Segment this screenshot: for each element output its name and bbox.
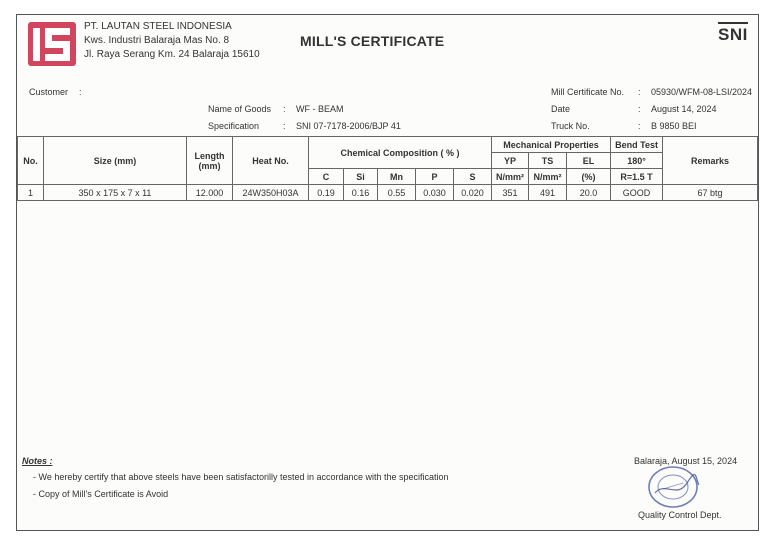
col-remarks: Remarks <box>663 137 758 185</box>
goods-sep: : <box>283 104 286 114</box>
company-stamp <box>643 463 703 511</box>
cell-remarks: 67 btg <box>663 185 758 201</box>
cell-p: 0.030 <box>416 185 454 201</box>
col-s: S <box>454 169 492 185</box>
company-address-1: Kws. Industri Balaraja Mas No. 8 <box>84 35 230 46</box>
col-length-title: Length <box>194 150 225 161</box>
spec-value: SNI 07-7178-2006/BJP 41 <box>296 121 401 131</box>
col-bend: Bend Test <box>611 137 663 153</box>
truck-sep: : <box>638 121 641 131</box>
customer-label: Customer <box>29 87 69 97</box>
certificate-frame <box>16 14 759 531</box>
col-chem: Chemical Composition ( % ) <box>309 137 492 169</box>
company-logo <box>28 22 76 66</box>
col-el-unit: (%) <box>567 169 611 185</box>
date-sep: : <box>638 104 641 114</box>
col-ts-unit: N/mm² <box>529 169 567 185</box>
cell-length: 12.000 <box>187 185 233 201</box>
notes-title: Notes : <box>22 456 53 466</box>
date-label: Date <box>551 104 571 114</box>
company-address-2: Jl. Raya Serang Km. 24 Balaraja 15610 <box>84 49 260 60</box>
col-yp-unit: N/mm² <box>492 169 529 185</box>
note-item: - We hereby certify that above steels have been satisfactorilly tested in accordance with the specification <box>33 472 449 482</box>
goods-value: WF - BEAM <box>296 104 344 114</box>
note-item: - Copy of Mill's Certificate is Avoid <box>33 489 169 499</box>
col-length-unit: (mm) <box>198 160 221 171</box>
col-ts: TS <box>529 153 567 169</box>
cell-mn: 0.55 <box>378 185 416 201</box>
goods-label: Name of Goods <box>208 104 272 114</box>
col-c: C <box>309 169 344 185</box>
cert-no-value: 05930/WFM-08-LSI/2024 <box>651 87 753 97</box>
customer-sep: : <box>79 87 82 97</box>
truck-value: B 9850 BEI <box>651 121 697 131</box>
col-mn: Mn <box>378 169 416 185</box>
col-si: Si <box>344 169 378 185</box>
col-length <box>187 137 233 185</box>
cell-yp: 351 <box>492 185 529 201</box>
col-yp: YP <box>492 153 529 169</box>
cert-no-label: Mill Certificate No. <box>551 87 625 97</box>
spec-sep: : <box>283 121 286 131</box>
cell-bend: GOOD <box>611 185 663 201</box>
cell-c: 0.19 <box>309 185 344 201</box>
table-row <box>18 185 758 201</box>
cell-heat: 24W350H03A <box>233 185 309 201</box>
date-value: August 14, 2024 <box>651 104 717 114</box>
col-bend-r: R=1.5 T <box>611 169 663 185</box>
cell-ts: 491 <box>529 185 567 201</box>
col-p: P <box>416 169 454 185</box>
cert-no-sep: : <box>638 87 641 97</box>
document-title: MILL'S CERTIFICATE <box>300 33 445 49</box>
sign-dept: Quality Control Dept. <box>638 510 722 520</box>
col-el: EL <box>567 153 611 169</box>
test-results-table <box>17 136 758 201</box>
company-name: PT. LAUTAN STEEL INDONESIA <box>84 21 232 32</box>
spec-label: Specification <box>208 121 260 131</box>
col-heat: Heat No. <box>233 137 309 185</box>
col-mech: Mechanical Properties <box>492 137 611 153</box>
cell-size: 350 x 175 x 7 x 11 <box>44 185 187 201</box>
truck-label: Truck No. <box>551 121 590 131</box>
sign-place-date: Balaraja, August 15, 2024 <box>634 456 738 466</box>
col-size: Size (mm) <box>44 137 187 185</box>
cell-si: 0.16 <box>344 185 378 201</box>
company-info <box>84 20 260 62</box>
col-no: No. <box>18 137 44 185</box>
cell-s: 0.020 <box>454 185 492 201</box>
cell-no: 1 <box>18 185 44 201</box>
cell-el: 20.0 <box>567 185 611 201</box>
sni-logo: SNI <box>718 22 748 45</box>
col-bend-angle: 180° <box>611 153 663 169</box>
